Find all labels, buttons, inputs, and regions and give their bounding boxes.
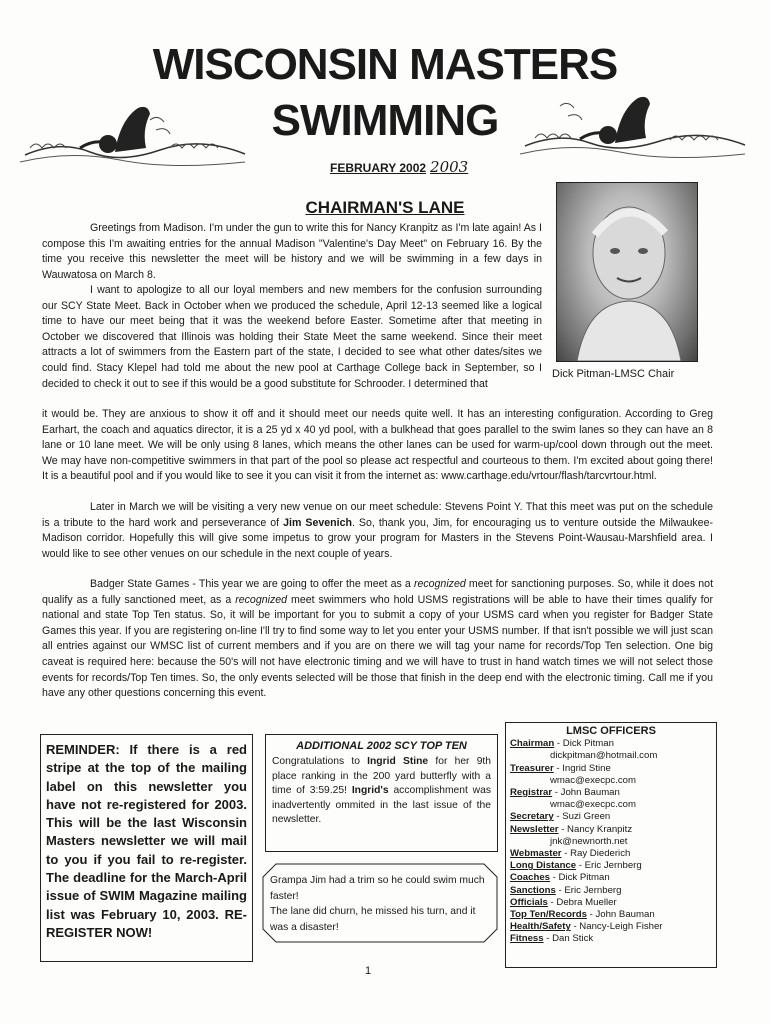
officer-name: - Dick Pitman: [554, 738, 614, 750]
officer-role: Officials: [510, 896, 548, 908]
p4-emphasis-1: recognized: [413, 578, 466, 590]
officer-role: Long Distance: [510, 860, 577, 872]
top-ten-name-2: Ingrid's: [351, 785, 389, 797]
officer-role: Chairman: [510, 738, 555, 750]
officer-health-safety: [510, 921, 712, 933]
paragraph-badger-state-games: [42, 577, 713, 702]
officer-coaches: [510, 872, 712, 884]
officer-chairman-email: dickpitman@hotmail.com: [550, 750, 658, 762]
officer-name: - Suzi Green: [553, 811, 611, 823]
officer-fitness: [510, 933, 712, 945]
paragraph-carthage-pool: it would be. They are anxious to show it off and it should meet our needs quite well. It has an interesting configuration. According to Greg Earhart, the coach and aquatics director, it is a 25 yd x 40 yd pool, with a bulkhead that goes parallel to the swim lanes so they can have an 8 lane or 10 lane meet. We will be only using 8 lanes, which means the other lanes can be used for warm-up/cool down through out the meet. We may have non-competitive swimmers in that part of the pool so please act respectful and courteous to them. I'm excited about going there! It is a beautiful pool and if you would like to see it you can visit it from the internet as: www.carthage.edu/vrtour/flash/tarcvrtour.html.: [42, 408, 713, 483]
officer-registrar-email: wmac@execpc.com: [550, 799, 636, 811]
officer-treasurer: [510, 763, 712, 775]
officer-long-distance: [510, 860, 712, 872]
officer-role: Sanctions: [510, 884, 556, 896]
top-ten-body: [272, 755, 491, 827]
issue-date-handwritten: 2003: [430, 158, 469, 176]
top-ten-text-3: accomplishment was inadvertently ommited in the last issue of the newsletter.: [272, 785, 491, 826]
paragraph-stevens-point: [42, 500, 713, 562]
top-ten-heading: ADDITIONAL 2002 SCY TOP TEN: [296, 740, 467, 752]
masthead-title-line2: SWIMMING: [271, 96, 499, 145]
swimmer-illustration-right: [520, 88, 750, 168]
issue-date-printed: FEBRUARY 2002: [330, 161, 427, 175]
photo-caption: Dick Pitman-LMSC Chair: [552, 368, 675, 380]
officer-name: - Ray Diederich: [561, 848, 631, 860]
p3-text-a: Later in March we will be visiting a very new venue on our meet schedule: Stevens Point Y. That this meet was put on the schedule is a tribute to the hard work and perseverance of: [42, 501, 713, 529]
paragraph-state-meet: I want to apologize to all our loyal members and new members for the confusion surrounding our SCY State Meet. Back in October when we produced the schedule, April 12-13 seemed like a logical time to have our meet being that it was the weekend before Easter. Sometime after that meeting in October we discovered that Illinois was holding their State Meet the same weekend. Since their meet attracts a lot of swimmers from the Eastern part of the state, I decided to see what other dates/sites we could find. Stacy Klepel had told me about the new pool at Carthage College back in September, so I decided to check it out to see if this would be a good substitute for Schrooder. I determined that: [42, 284, 542, 390]
officer-chairman: [510, 738, 712, 750]
p4-text-b: meet for sanctioning purposes. So, while it does not qualify as a fully sanctioned meet, as a: [42, 578, 714, 606]
p4-text-a: Badger State Games - This year we are going to offer the meet as a: [90, 578, 414, 590]
joke-line-2: The lane did churn, he missed his turn, and it was a disaster!: [270, 906, 476, 933]
officer-name: - John Bauman: [586, 909, 655, 921]
masthead-title-line1: WISCONSIN MASTERS: [152, 40, 618, 89]
page-number: 1: [365, 965, 372, 977]
top-ten-text-1: Congratulations to: [272, 756, 368, 768]
reminder-box: REMINDER: If there is a red stripe at the top of the mailing label on this newsletter you have not re-registered for 2003. This will be the last Wisconsin Masters newsletter we will mail to you if you fail to re-register. The deadline for the March-April issue of SWIM Magazine mailing list was February 10, 2003. RE-REGISTER NOW!: [40, 734, 253, 962]
officer-name: - Dan Stick: [543, 933, 594, 945]
paragraph-greeting: Greetings from Madison. I'm under the gun to write this for Nancy Kranpitz as I'm late again! As I compose this I'm awaiting entries for the annual Madison "Valentine's Day Meet" on February 16. By the time you receive this newsletter the meet will be history and we will be swimming in a few days in Wauwatosa on March 8.: [42, 222, 542, 281]
officer-treasurer-email: wmac@execpc.com: [550, 774, 636, 786]
officer-role: Newsletter: [510, 823, 559, 835]
officer-newsletter-email: jnk@newnorth.net: [550, 835, 628, 847]
officer-name: - John Bauman: [552, 787, 620, 799]
officers-heading: LMSC OFFICERS: [566, 725, 656, 737]
section-title: CHAIRMAN'S LANE: [305, 198, 465, 217]
officer-name: - Eric Jernberg: [555, 884, 622, 896]
top-ten-name-1: Ingrid Stine: [367, 756, 429, 768]
officer-role: Top Ten/Records: [510, 909, 587, 921]
joke-line-1: Grampa Jim had a trim so he could swim much faster!: [270, 875, 485, 902]
officer-name: - Eric Jernberg: [576, 860, 642, 872]
officers-box: [505, 722, 717, 968]
officer-secretary: [510, 811, 712, 823]
issue-date: [330, 158, 468, 176]
p3-text-b: . So, thank you, Jim, for encouraging us to venture outside the Milwaukee-Madison corridor. Hopefully this will give some impetus to grow your program for Masters in the Stevens Point-Wausau-Marshfield area. I would like to see other venues on our schedule in the next couple of years.: [42, 516, 713, 560]
officer-role: Webmaster: [510, 848, 562, 860]
officer-name: - Nancy Kranpitz: [558, 823, 633, 835]
officer-name: - Nancy-Leigh Fisher: [570, 921, 663, 933]
chair-photo: [556, 182, 698, 362]
officer-role: Health/Safety: [510, 921, 571, 933]
officer-webmaster: [510, 848, 712, 860]
officer-sanctions: [510, 885, 712, 897]
officer-role: Fitness: [510, 933, 544, 945]
officer-officials: [510, 897, 712, 909]
officer-name: - Ingrid Stine: [553, 762, 611, 774]
top-ten-text-2: for her 9th place ranking in the 200 yard butterfly with a time of 3:59.25!: [272, 756, 492, 797]
p3-name: Jim Sevenich: [283, 516, 352, 529]
p4-text-c: meet swimmers who hold USMS registrations will be able to have their times qualify for national and state Top Ten status. So, it will be important for you to submit a copy of your USMS card when you register for Badger State Games this year. If you are registering on-line I'll try to find some way to let you enter your USMS number. If that isn't possible we will just scan all entries against our WMSC list of current members and if you are on there we will tag your name for records/Top Ten selection. One big caveat is required here: because the 50's will not have electronic timing and we will have to trust in hand watch times we will not select those events for records/Top Ten times. So, the only events selected will be those that finish in the deep end with the electronic timing. Call me if you have any other questions concerning this event.: [42, 593, 714, 700]
top-ten-box: [265, 734, 498, 852]
officer-name: - Dick Pitman: [550, 872, 610, 884]
chair-portrait: [557, 183, 697, 361]
officer-registrar: [510, 787, 712, 799]
p4-emphasis-2: recognized: [235, 593, 288, 606]
officer-role: Treasurer: [510, 762, 554, 774]
officer-role: Secretary: [510, 811, 554, 823]
swimmer-illustration-left: [20, 100, 250, 180]
officer-role: Registrar: [510, 787, 553, 799]
officer-name: - Debra Mueller: [547, 896, 617, 908]
officer-newsletter: [510, 824, 712, 836]
officer-top-ten-records: [510, 909, 712, 921]
joke-box: [262, 863, 498, 943]
joke-text: [270, 873, 492, 935]
officer-role: Coaches: [510, 872, 550, 884]
